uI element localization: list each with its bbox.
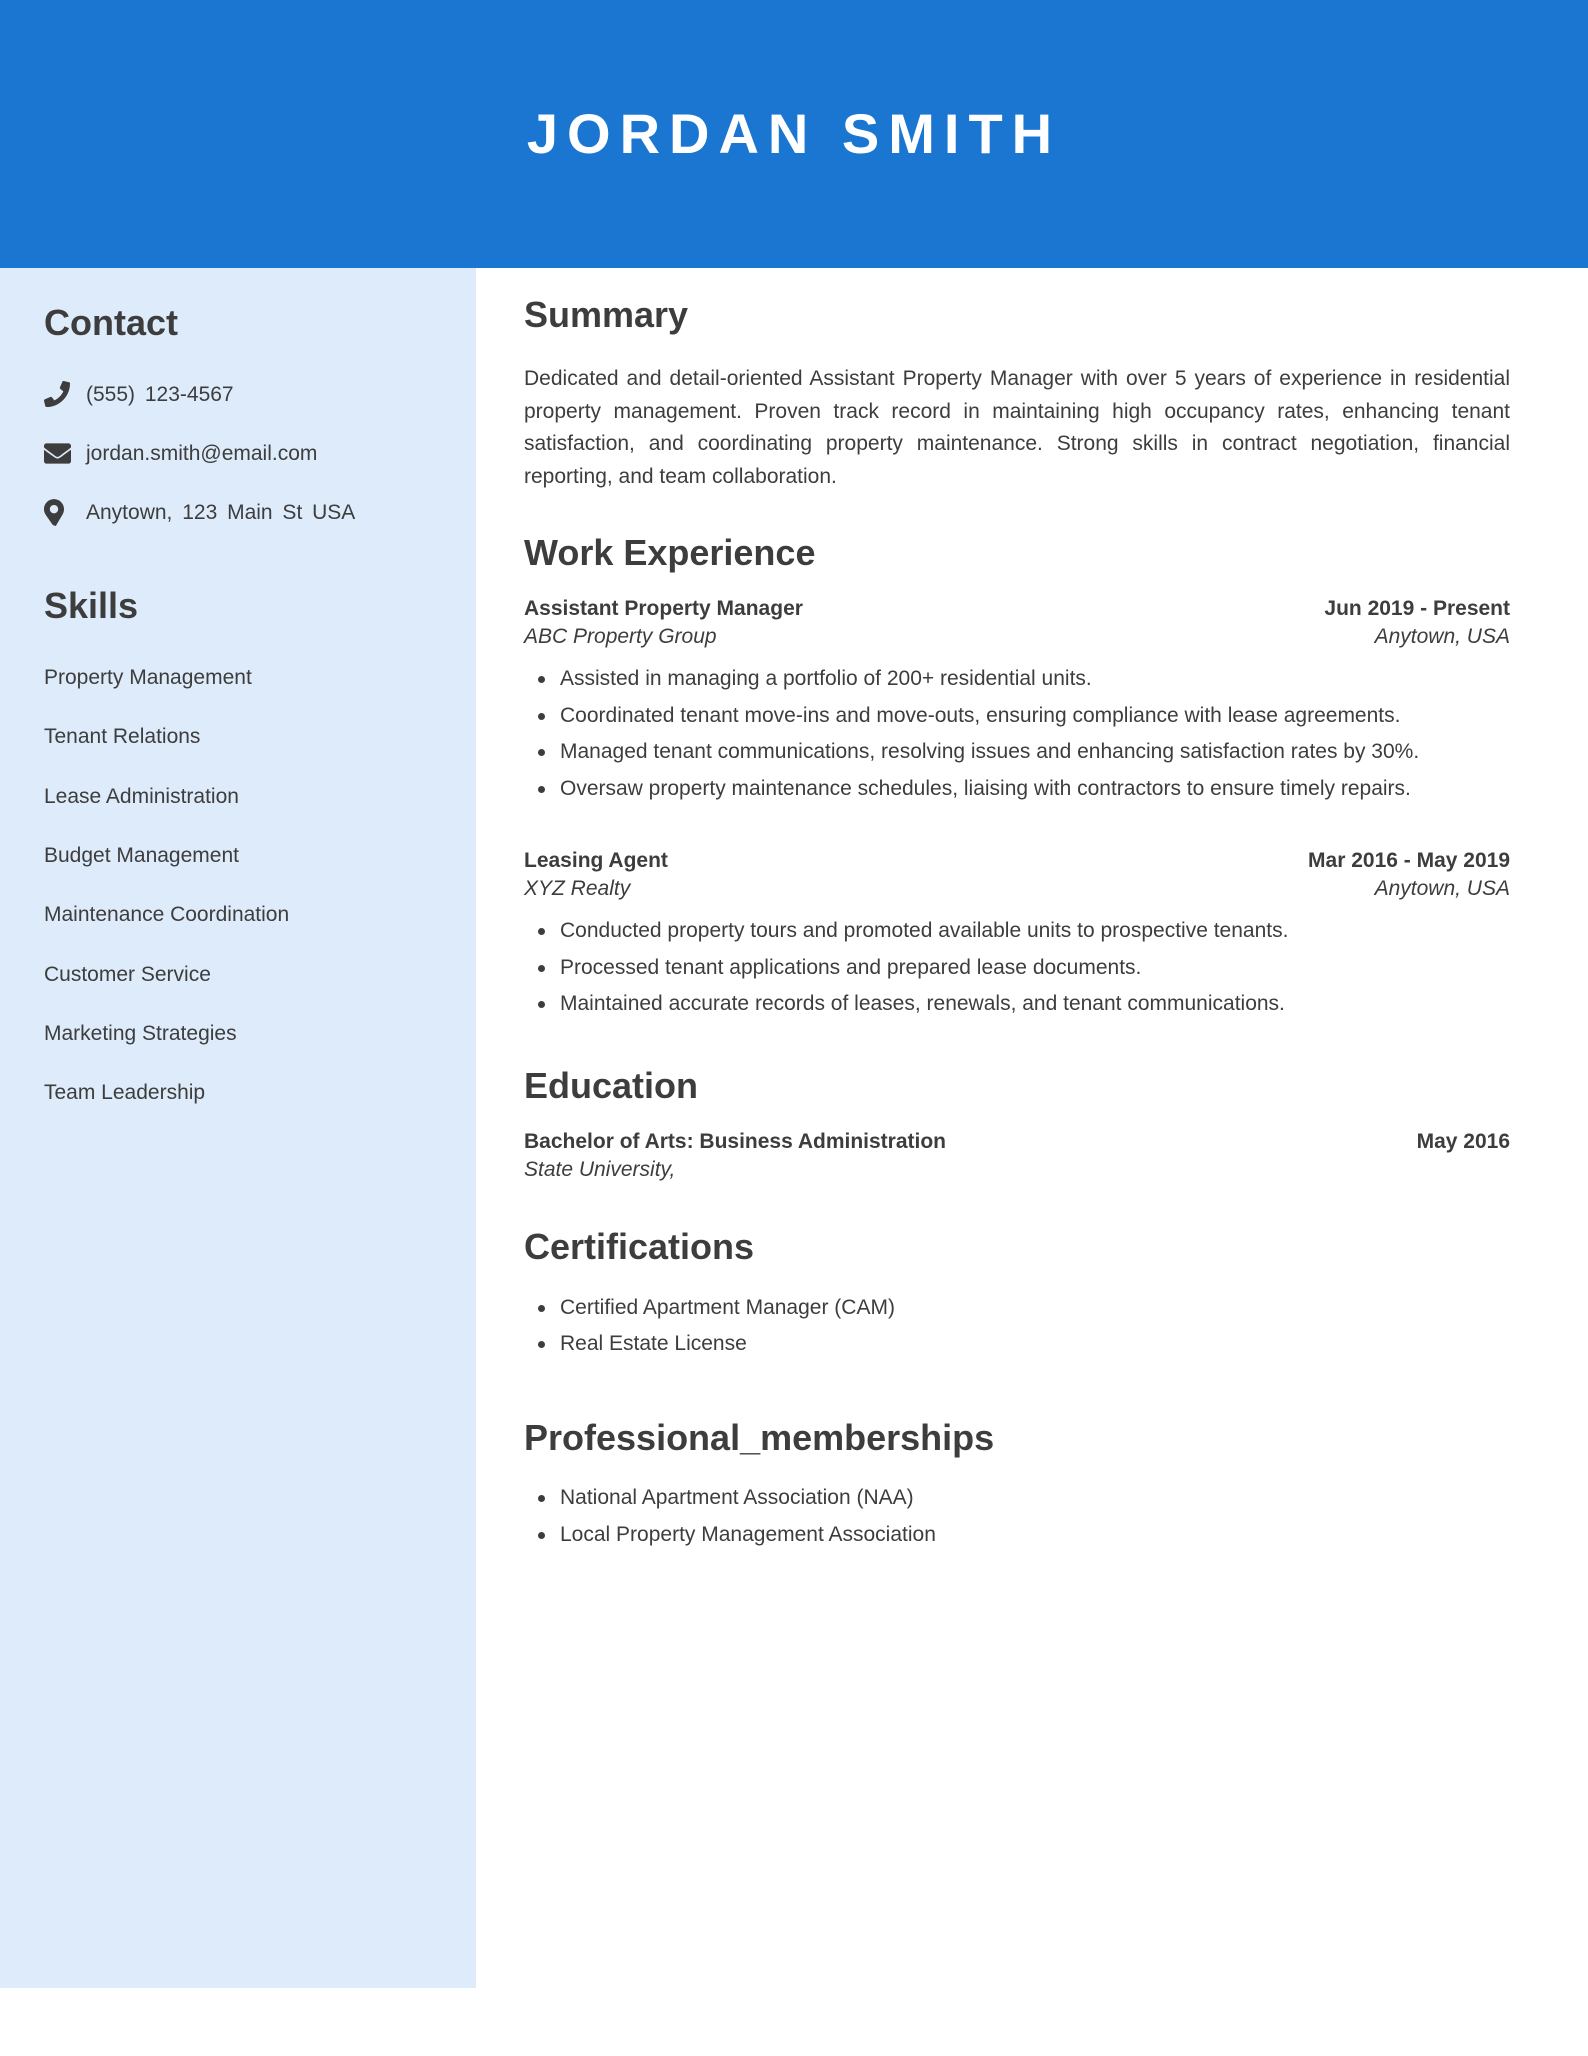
certifications-list xyxy=(524,1292,1510,1361)
contact-list xyxy=(44,381,432,527)
certifications-heading: Certifications xyxy=(524,1226,755,1268)
sidebar xyxy=(0,268,476,1988)
certifications-section xyxy=(524,1226,1510,1360)
skill-item: Tenant Relations xyxy=(44,725,201,749)
job-title: Assistant Property Manager xyxy=(524,596,803,620)
work-experience-heading: Work Experience xyxy=(524,531,816,573)
summary-text: Dedicated and detail-oriented Assistant Property Manager with over 5 years of experience in residential property management. Proven track record in maintaining high occupancy rates, enhancing tenant satisfaction, and coordinating property maintenance. Strong skills in contract negotiation, financial reporting, and team collaboration. xyxy=(524,367,1510,489)
education-degree: Bachelor of Arts: Business Administration xyxy=(524,1130,947,1154)
summary-heading: Summary xyxy=(524,294,689,335)
work-experience-section xyxy=(524,532,1510,1021)
map-marker-icon xyxy=(44,499,78,526)
contact-phone-value: (555) 123-4567 xyxy=(86,382,234,406)
main-content xyxy=(476,268,1588,1597)
professional-memberships-list xyxy=(524,1482,1510,1551)
skill-item: Customer Service xyxy=(44,962,211,986)
skill-item: Budget Management xyxy=(44,843,239,867)
education-heading: Education xyxy=(524,1064,699,1106)
job-bullets xyxy=(524,915,1510,1021)
skill-item: Property Management xyxy=(44,666,252,690)
job-dates: Mar 2016 - May 2019 xyxy=(1308,849,1510,873)
education-entry xyxy=(524,1130,1510,1182)
job-bullet: Conducted property tours and promoted available units to prospective tenants. xyxy=(558,915,1510,948)
contact-item-email xyxy=(44,440,432,467)
contact-email-value: jordan.smith@email.com xyxy=(86,441,318,465)
skills-list xyxy=(44,664,432,1106)
certification-item: Certified Apartment Manager (CAM) xyxy=(558,1292,1510,1325)
skill-item: Team Leadership xyxy=(44,1081,206,1105)
job-location: Anytown, USA xyxy=(1374,877,1510,901)
resume-header xyxy=(0,0,1588,268)
job-bullet: Oversaw property maintenance schedules, liaising with contractors to ensure timely repairs. xyxy=(558,773,1510,806)
membership-item: Local Property Management Association xyxy=(558,1519,1510,1552)
job-bullet: Managed tenant communications, resolving issues and enhancing satisfaction rates by 30%. xyxy=(558,736,1510,769)
job-title-row xyxy=(524,849,1510,873)
job-bullet: Processed tenant applications and prepared lease documents. xyxy=(558,952,1510,985)
skills-heading: Skills xyxy=(44,585,139,627)
job-title-row xyxy=(524,597,1510,621)
professional-memberships-section xyxy=(524,1417,1510,1551)
membership-item: National Apartment Association (NAA) xyxy=(558,1482,1510,1515)
job-location: Anytown, USA xyxy=(1374,624,1510,648)
resume-body xyxy=(0,268,1588,1988)
job-company: ABC Property Group xyxy=(524,624,717,648)
contact-address-value: Anytown, 123 Main St USA xyxy=(86,501,356,525)
skill-item: Maintenance Coordination xyxy=(44,903,290,927)
contact-item-address xyxy=(44,499,432,526)
job-bullet: Assisted in managing a portfolio of 200+ residential units. xyxy=(558,663,1510,696)
job-dates: Jun 2019 - Present xyxy=(1324,596,1510,620)
envelope-icon xyxy=(44,440,78,467)
education-degree-row xyxy=(524,1130,1510,1154)
education-date: May 2016 xyxy=(1416,1130,1510,1154)
job-company-row xyxy=(524,877,1510,901)
job-bullet: Coordinated tenant move-ins and move-outs, ensuring compliance with lease agreements. xyxy=(558,700,1510,733)
job-company-row xyxy=(524,625,1510,649)
skill-item: Marketing Strategies xyxy=(44,1021,237,1045)
phone-icon xyxy=(44,381,78,407)
professional-memberships-heading: Professional_memberships xyxy=(524,1416,995,1458)
job-bullet: Maintained accurate records of leases, renewals, and tenant communications. xyxy=(558,988,1510,1021)
job-title: Leasing Agent xyxy=(524,849,668,873)
education-section xyxy=(524,1065,1510,1182)
job-bullets xyxy=(524,663,1510,805)
job-company: XYZ Realty xyxy=(524,877,631,901)
job-entry xyxy=(524,849,1510,1021)
job-entry xyxy=(524,597,1510,805)
summary-section xyxy=(524,294,1510,494)
certification-item: Real Estate License xyxy=(558,1328,1510,1361)
education-school: State University, xyxy=(524,1158,676,1182)
candidate-name: JORDAN SMITH xyxy=(526,102,1062,165)
contact-heading: Contact xyxy=(44,302,178,343)
contact-item-phone xyxy=(44,381,432,408)
skill-item: Lease Administration xyxy=(44,784,239,808)
